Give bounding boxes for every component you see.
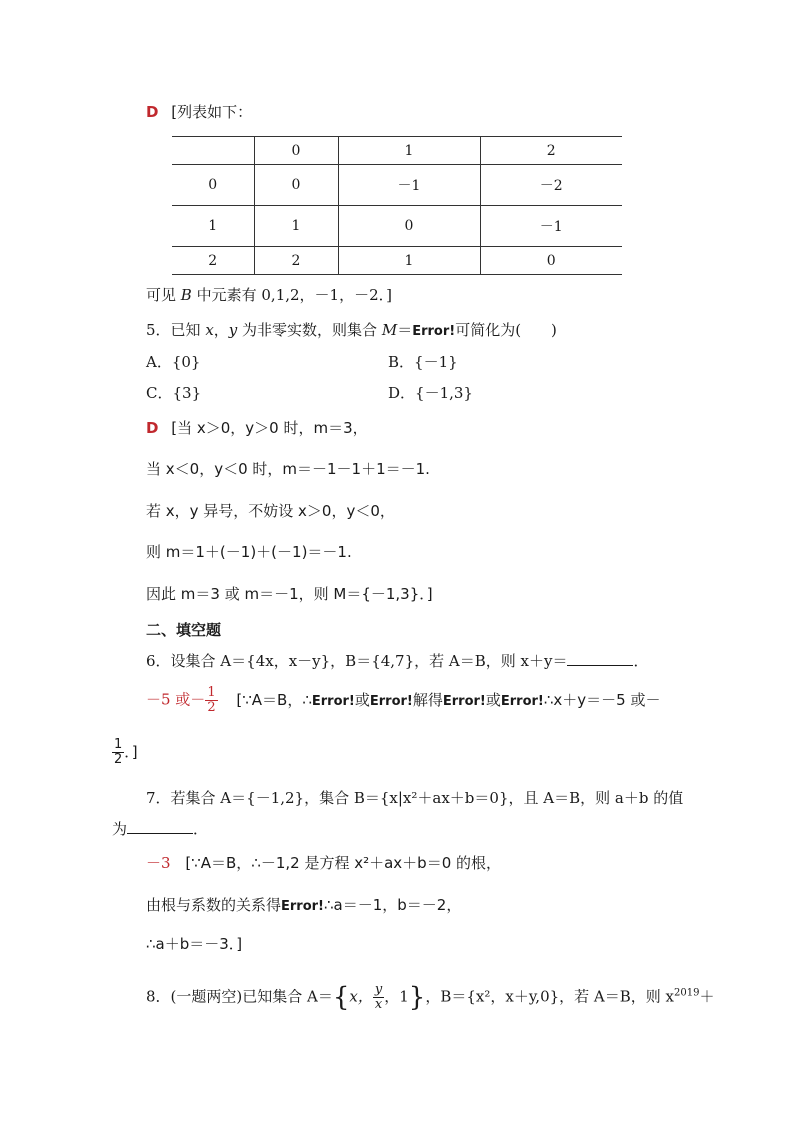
table-row [172,206,622,247]
q7-stem-line2 [112,819,208,839]
var-y: y [228,321,238,339]
fraction-num: 1 [207,685,216,700]
expl-part: 解得 [412,690,443,709]
fraction-den: 2 [114,752,123,767]
error-placeholder: Error! [369,693,413,709]
explanation-text: [∵A＝B，∴－1,2 是方程 x²＋ax＋b＝0 的根， [185,854,502,872]
table-intro: [列表如下： [171,103,253,121]
answer-letter: D [146,419,159,437]
error-placeholder: Error! [412,324,456,339]
explanation-line: 则 m＝1＋(－1)＋(－1)＝－1. [146,543,352,561]
table-cell: 1 [338,247,480,275]
expl-part: [∵A＝B，∴ [236,690,312,709]
var-x: x [205,321,214,339]
expl-part: 或 [354,690,370,709]
conclusion-text: 中元素有 0,1,2，－1，－2．] [196,286,392,304]
fraction-num: 1 [114,737,123,752]
table-cell: －1 [338,165,480,206]
expl-part: ∴x＋y＝－5 或－ [543,690,661,709]
explanation-text: [当 x＞0，y＞0 时，m＝3， [171,419,368,437]
table-cell: 2 [172,247,254,275]
q7-answer-line [146,853,501,873]
table-cell: 1 [338,137,480,165]
stem-text: 5．已知 [146,321,206,339]
q5-option-b: B．{－1} [388,353,458,371]
q5-option-a: A．{0} [146,353,201,371]
table-row [172,165,622,206]
stem-text: 可简化为( ) [455,321,557,339]
set-element: ，1 [384,987,409,1006]
operation-table [172,136,622,275]
conclusion-text: 可见 [146,286,177,304]
stem-text: ． [633,652,649,670]
error-placeholder: Error! [311,693,355,709]
expl-part: ．] [124,743,138,761]
explanation-line: 当 x＜0，y＜0 时，m＝－1－1＋1＝－1. [146,460,430,478]
brace: } [408,982,426,1013]
error-placeholder: Error! [281,899,324,914]
stem-text: 6．设集合 A＝{4x，x－y}，B＝{4,7}，若 A＝B，则 x＋y＝ [146,652,568,670]
table-cell: 0 [254,165,338,206]
error-placeholder: Error! [442,693,486,709]
section-title: 二、填空题 [146,621,222,639]
error-placeholder: Error! [500,693,544,709]
q5-option-d: D．{－1,3} [388,384,473,402]
table-cell [172,137,254,165]
table-cell: 2 [480,137,622,165]
fraction [112,738,124,767]
stem-text: 为非零实数，则集合 [237,321,382,339]
fraction [373,983,384,1012]
q8-stem [146,983,714,1012]
stem-text: ， [213,321,229,339]
stem-text: 8．(一题两空)已知集合 A＝ [146,987,333,1006]
explanation-line: ∴a＋b＝－3．] [146,935,243,953]
brace: { [332,982,350,1013]
expl-part: 或 [485,690,501,709]
table-cell: 0 [338,206,480,247]
q5-stem [146,320,557,342]
expl-part: ∴a＝－1，b＝－2， [324,896,462,914]
q7-answer: －3 [146,854,171,872]
table-cell: －2 [480,165,622,206]
set-element: x， [349,987,373,1006]
table-cell: －1 [480,206,622,247]
q6-answer: －5 或－ [146,690,206,709]
stem-text: 为 [112,820,128,838]
stem-text: ，B＝{x²，x＋y,0}，若 A＝B，则 x [425,987,675,1006]
table-cell: 1 [254,206,338,247]
q6-stem [146,651,648,671]
stem-text: ＝ [397,321,413,339]
q7-stem-line1: 7．若集合 A＝{－1,2}，集合 B＝{x|x²＋ax＋b＝0}，且 A＝B，则 a＋b 的值 [146,789,684,807]
explanation-line: 若 x，y 异号，不妨设 x＞0，y＜0， [146,502,395,520]
fraction-den: 2 [207,700,216,715]
q4-conclusion [146,285,392,305]
fraction [205,686,217,715]
answer-blank [567,651,633,666]
explanation-line [146,895,461,917]
table-cell: 0 [254,137,338,165]
table-cell: 0 [480,247,622,275]
q5-answer-line [146,418,368,438]
answer-blank [127,819,193,834]
explanation-text [236,691,660,709]
expl-part: 由根与系数的关系得 [146,896,282,914]
table-header-row [172,137,622,165]
q6-tail [112,738,138,767]
var-M: M [381,321,398,339]
table-cell: 0 [172,165,254,206]
q5-option-c: C．{3} [146,384,202,402]
answer-letter: D [146,103,159,121]
fraction-den: x [374,997,383,1012]
stem-text: ＋ [699,987,715,1006]
q6-answer-line [146,686,660,715]
set-var: B [180,286,192,304]
exponent: 2019 [674,987,700,999]
table-cell: 1 [172,206,254,247]
q4-answer-line [146,102,252,122]
table-cell: 2 [254,247,338,275]
explanation-line: 因此 m＝3 或 m＝－1，则 M＝{－1,3}．] [146,585,433,603]
stem-text: ． [193,820,209,838]
fraction-num: y [374,982,383,997]
table-row [172,247,622,275]
